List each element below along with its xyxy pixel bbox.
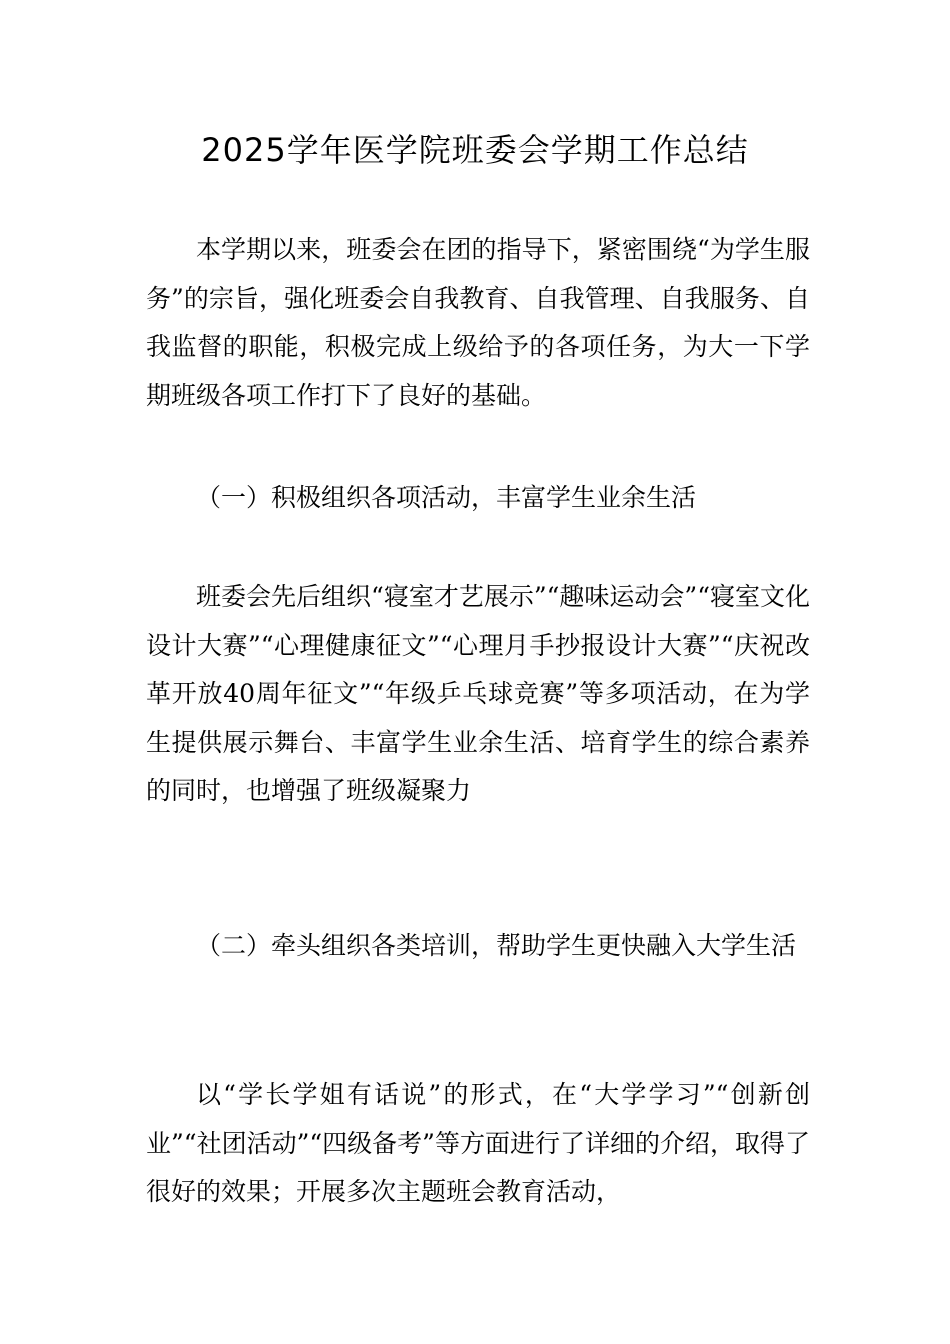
- intro-paragraph: 本学期以来，班委会在团的指导下，紧密围绕“为学生服务”的宗旨，强化班委会自我教育、自我管理、自我服务、自我监督的职能，积极完成上级给予的各项任务，为大一下学期班级各项工作打下了良好的基础。: [146, 235, 810, 410]
- section-2-heading: （二）牵头组织各类培训，帮助学生更快融入大学生活: [196, 931, 797, 960]
- document-title: 2025学年医学院班委会学期工作总结: [201, 131, 749, 169]
- section-1-paragraph: 班委会先后组织“寝室才艺展示”“趣味运动会”“寝室文化设计大赛”“心理健康征文”“心理月手抄报设计大赛”“庆祝改革开放40周年征文”“年级乒乓球竞赛”等多项活动，在为学生提供展示舞台、丰富学生业余生活、培育学生的综合素养的同时，也增强了班级凝聚力: [146, 582, 810, 805]
- section-2-paragraph: 以“学长学姐有话说”的形式，在“大学学习”“创新创业”“社团活动”“四级备考”等方面进行了详细的介绍，取得了很好的效果；开展多次主题班会教育活动，: [146, 1080, 810, 1206]
- section-1-heading: （一）积极组织各项活动，丰富学生业余生活: [196, 483, 697, 512]
